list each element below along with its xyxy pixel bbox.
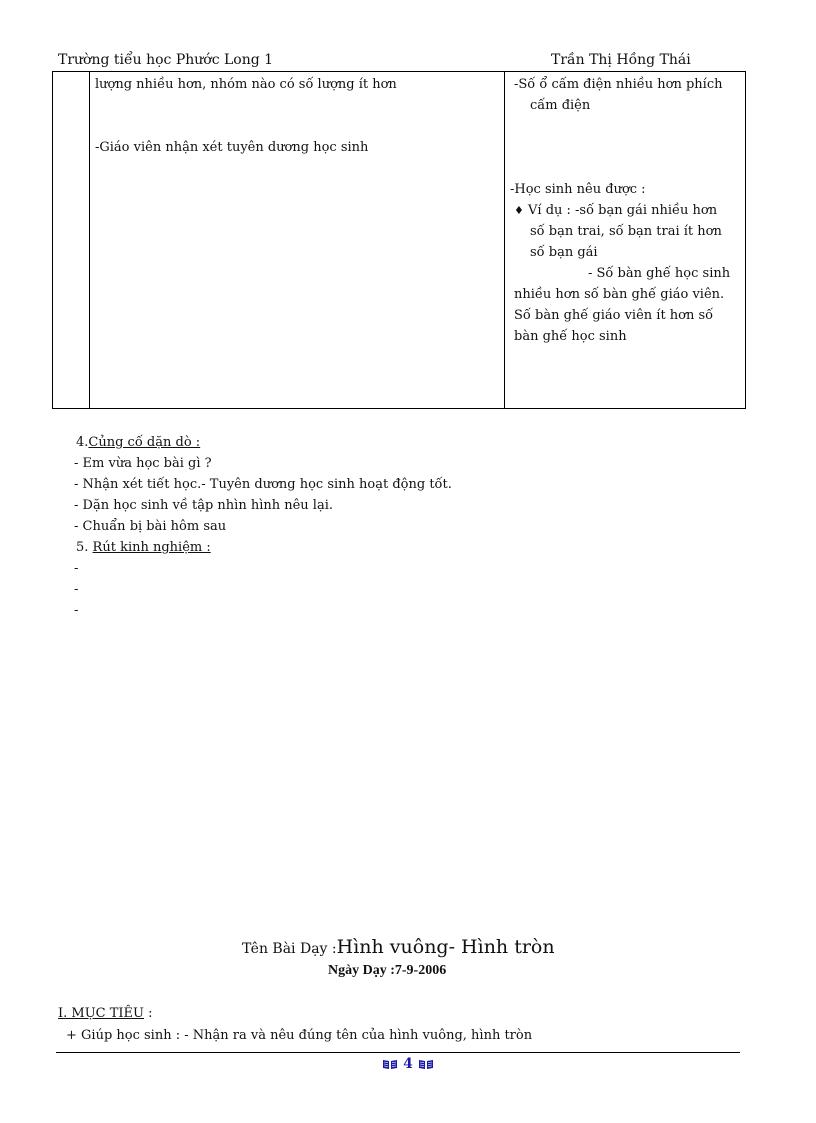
section-5-title: Rút kinh nghiệm : [92, 540, 211, 555]
objectives-line-1: + Giúp học sinh : - Nhận ra và nêu đúng tên của hình vuông, hình tròn [66, 1028, 533, 1043]
lesson-title-prefix: Tên Bài Dạy : [242, 941, 337, 957]
section-5-dash: - [74, 582, 79, 597]
section-4-item: - Dặn học sinh về tập nhìn hình nêu lại. [74, 498, 334, 513]
student-example-line-2: số bạn trai, số bạn trai ít hơn [530, 224, 722, 239]
section-5-heading [76, 537, 211, 558]
section-4-title: Củng cố dặn dò : [88, 435, 201, 450]
table-cell-teacher [90, 72, 505, 409]
footer-divider [56, 1052, 740, 1053]
objectives-heading [58, 1003, 153, 1024]
section-4-heading [76, 432, 200, 453]
page-footer [0, 1056, 816, 1072]
objectives-colon: : [144, 1006, 153, 1021]
diamond-bullet-icon: ♦ [514, 204, 524, 217]
student-line-7: bàn ghế học sinh [514, 329, 627, 344]
lesson-title-text: Hình vuông- Hình tròn [336, 936, 555, 958]
student-line-6: Số bàn ghế giáo viên ít hơn số [514, 308, 714, 323]
section-5-dash: - [74, 561, 79, 576]
section-5-number: 5. [76, 540, 89, 555]
student-example [514, 201, 717, 221]
section-4-item: - Em vừa học bài gì ? [74, 456, 212, 471]
teacher-name: Trần Thị Hồng Thái [551, 52, 691, 68]
teacher-activity-1: lượng nhiều hơn, nhóm nào có số lượng ít hơn [95, 77, 397, 92]
lesson-title [242, 936, 555, 958]
school-name: Trường tiểu học Phước Long 1 [58, 52, 274, 68]
objectives-title: I. MỤC TIÊU [58, 1006, 144, 1021]
teacher-activity-2: -Giáo viên nhận xét tuyên dương học sinh [95, 140, 369, 155]
student-line-5: nhiều hơn số bàn ghế giáo viên. [514, 287, 725, 302]
student-example-label: Ví dụ : -số bạn gái nhiều hơn [528, 203, 718, 218]
section-5-dash: - [74, 603, 79, 618]
page-number: 4 [403, 1056, 413, 1072]
student-example-line-3: số bạn gái [530, 245, 598, 260]
open-book-icon [382, 1059, 398, 1070]
table-cell-index [53, 72, 90, 409]
student-line-3: -Học sinh nêu được : [510, 182, 646, 197]
student-line-1: -Số ổ cấm điện nhiều hơn phích [514, 77, 723, 92]
student-line-2: cấm điện [530, 98, 591, 113]
section-4-item: - Chuẩn bị bài hôm sau [74, 519, 227, 534]
student-line-4: - Số bàn ghế học sinh [588, 266, 731, 281]
open-book-icon [418, 1059, 434, 1070]
section-4-number: 4. [76, 435, 89, 450]
section-4-item: - Nhận xét tiết học.- Tuyên dương học sinh hoạt động tốt. [74, 477, 452, 492]
lesson-date: Ngày Dạy :7-9-2006 [328, 963, 447, 978]
